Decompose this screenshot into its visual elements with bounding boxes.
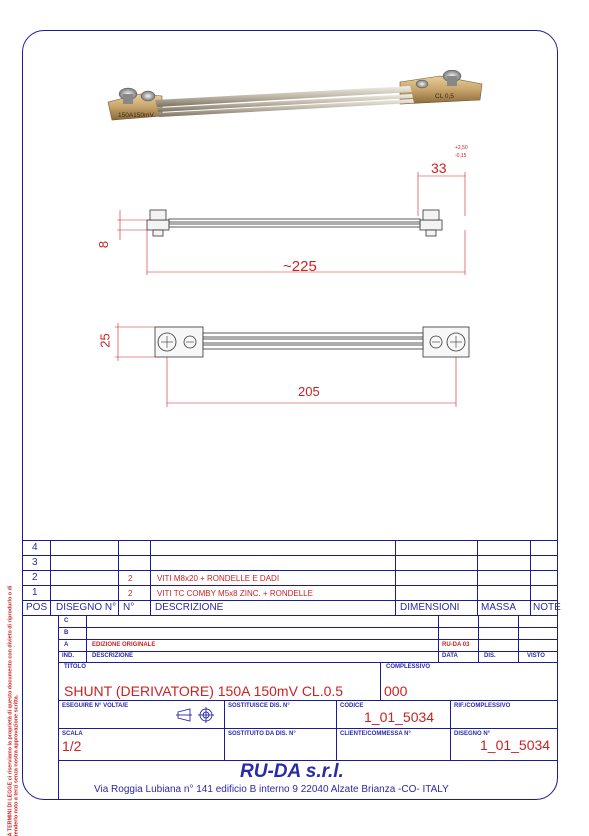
codice-label: CODICE [340, 703, 364, 709]
overall-length-dim: ~225 [283, 258, 317, 275]
scala-label: SCALA [62, 731, 83, 737]
rev-header-ind: IND. [62, 653, 74, 659]
parts-row-qty: 2 [128, 574, 133, 583]
company-logo: RU-DA s.r.l. [240, 761, 344, 782]
photo-right-label: CL 0,5 [435, 93, 454, 100]
rev-code: RU-DA 03 [442, 642, 470, 648]
company-address: Via Roggia Lubiana n° 141 edificio B interno 9 22040 Alzate Brianza -CO- ITALY [94, 784, 449, 795]
scala-value: 1/2 [62, 738, 82, 754]
rev-header-desc: DESCRIZIONE [92, 653, 134, 659]
rev-header-visto: VISTO [527, 653, 545, 659]
titolo-label: TITOLO [64, 664, 86, 670]
parts-row-pos: 4 [32, 542, 38, 553]
rev-ind: B [64, 630, 69, 636]
parts-header-qty: N° [123, 602, 135, 613]
rev-header-dis: DIS. [484, 653, 496, 659]
cliente-label: CLIENTE/COMMESSA N° [340, 731, 411, 737]
rev-ind: C [64, 618, 69, 624]
rev-desc: EDIZIONE ORIGINALE [92, 642, 156, 648]
tol-plus: +2,50 [455, 145, 468, 151]
parts-row-desc: VITI TC COMBY M5x8 ZINC. + RONDELLE [157, 589, 313, 598]
photo-left-label: 150A150mV [118, 112, 154, 119]
eseguire-label: ESEGUIRE N° VOLTA/E [62, 703, 129, 709]
end-length-dim: 33 [431, 160, 447, 176]
complessivo-label: COMPLESSIVO [386, 664, 431, 670]
sostituisce-label: SOSTITUISCE DIS. N° [228, 703, 290, 709]
width-dim: 25 [97, 333, 113, 348]
legal-note: A TERMINI DI LEGGE ci riserviamo la proprietà di questo documento con divieto di riprodurlo o di renderlo noto a terzi senza nostra approvazione scritta. [7, 585, 20, 836]
base-length-dim: 205 [298, 384, 320, 399]
projection-symbol-icon [176, 706, 218, 724]
parts-row-qty: 2 [128, 589, 133, 598]
shunt-photo [100, 70, 490, 130]
parts-header-pos: POS [26, 602, 48, 613]
parts-header-drawing: DISEGNO N° [56, 602, 117, 613]
codice-value: 1_01_5034 [364, 709, 435, 725]
parts-row-pos: 2 [32, 572, 38, 583]
drawing-title: SHUNT (DERIVATORE) 150A 150mV CL.0.5 [64, 683, 344, 699]
rev-ind: A [64, 642, 69, 648]
parts-row-pos: 1 [32, 587, 38, 598]
parts-header-notes: NOTE [533, 602, 561, 613]
complessivo-value: 000 [384, 683, 408, 699]
disegno-value: 1_01_5034 [480, 737, 551, 753]
parts-header-desc: DESCRIZIONE [155, 602, 224, 613]
rif-label: RIF./COMPLESSIVO [454, 703, 511, 709]
sostituito-label: SOSTITUITO DA DIS. N° [228, 731, 296, 737]
parts-row-pos: 3 [32, 557, 38, 568]
tol-minus: -0,15 [455, 153, 467, 159]
parts-header-mass: MASSA [481, 602, 517, 613]
parts-row-desc: VITI M8x20 + RONDELLE E DADI [157, 574, 280, 583]
top-view [95, 315, 485, 415]
parts-header-dims: DIMENSIONI [400, 602, 460, 613]
height-dim: 8 [96, 240, 112, 249]
disegno-label: DISEGNO N° [454, 731, 491, 737]
rev-header-date: DATA [442, 653, 458, 659]
